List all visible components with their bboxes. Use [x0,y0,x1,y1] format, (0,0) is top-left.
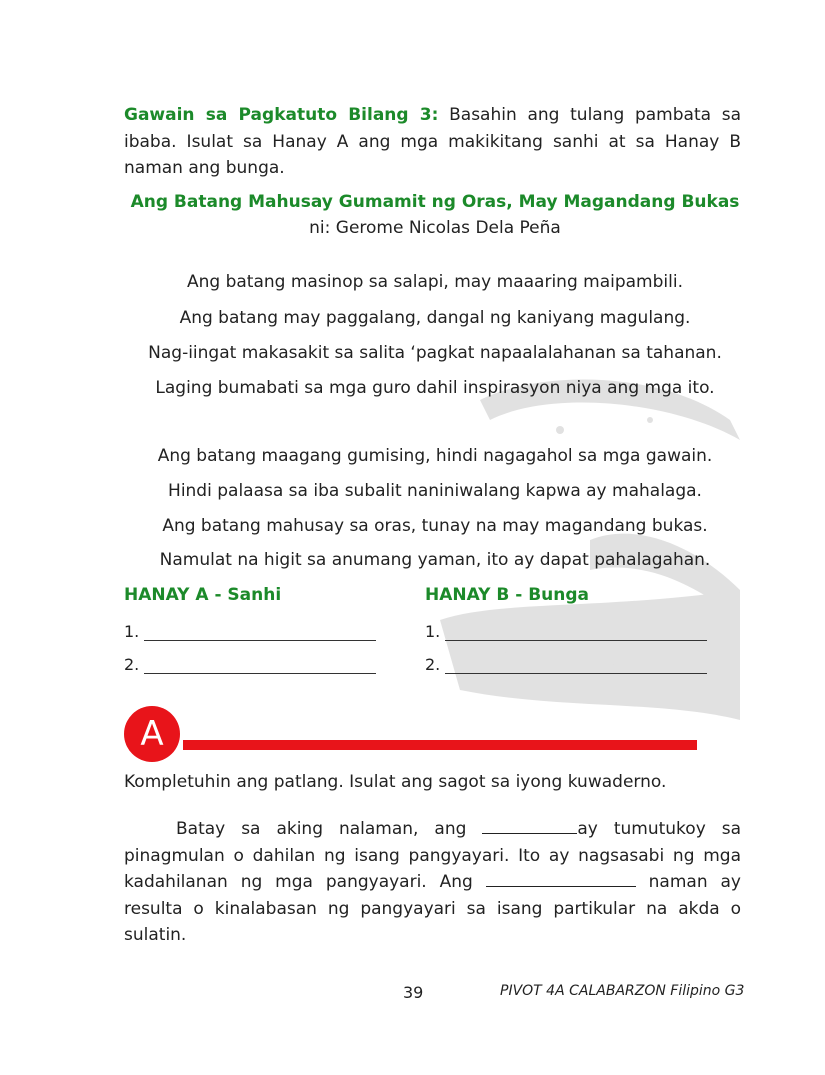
section-instruction: Kompletuhin ang patlang. Isulat ang sagot sa iyong kuwaderno. [124,772,667,792]
paragraph-part-2: ay tumutukoy sa pinagmulan o dahilan ng isang pangyayari. Ito ay nagsasabi ng mga kadahilanan ng mga pangyayari. Ang [124,819,741,892]
section-divider-bar [183,740,697,750]
answer-blank[interactable] [144,624,376,641]
answer-blank[interactable] [445,624,707,641]
column-a-title: HANAY A - Sanhi [124,585,282,605]
poem-title-text: Ang Batang Mahusay Gumamit ng Oras, May Magandang Bukas [130,192,740,212]
poem-line: Nag-iingat makasakit sa salita ‘pagkat napaalalahanan sa tahanan. [148,343,722,363]
poem-line: Ang batang masinop sa salapi, may maaaring maipambili. [187,272,683,292]
bunga-blank[interactable] [486,871,636,887]
activity-label: Gawain sa Pagkatuto Bilang 3: [124,105,439,125]
column-a-row-2 [124,655,376,674]
poem-line: Ang batang maagang gumising, hindi nagagahol sa mga gawain. [157,446,713,466]
poem-line: Namulat na higit sa anumang yaman, ito ay dapat pahalagahan. [159,550,711,570]
fill-in-paragraph [124,816,741,949]
sanhi-blank[interactable] [482,818,577,834]
paragraph-part-3: naman ay resulta o kinalabasan ng pangyayari sa isang partikular na akda o sulatin. [124,872,741,945]
poem-line: Ang batang mahusay sa oras, tunay na may magandang bukas. [162,516,708,536]
poem-line: Laging bumabati sa mga guro dahil inspirasyon niya ang mga ito. [155,378,715,398]
answer-blank[interactable] [144,657,376,674]
footer-tag: PIVOT 4A CALABARZON Filipino G3 [500,983,745,999]
row-number: 2. [425,655,441,674]
poem-line: Hindi palaasa sa iba subalit naniniwalang kapwa ay mahalaga. [168,481,702,501]
poem-line: Ang batang may paggalang, dangal ng kaniyang magulang. [179,308,691,328]
row-number: 2. [124,655,140,674]
column-b-row-2 [425,655,707,674]
poem-author: ni: Gerome Nicolas Dela Peña [309,218,561,238]
row-number: 1. [124,622,140,641]
column-a-row-1 [124,622,376,641]
section-badge: A [124,706,180,762]
row-number: 1. [425,622,441,641]
column-b-title: HANAY B - Bunga [425,585,590,605]
column-b-row-1 [425,622,707,641]
paragraph-part-1: Batay sa aking nalaman, ang [176,819,467,839]
answer-blank[interactable] [445,657,707,674]
poem-title [90,192,780,212]
activity-text: Basahin ang tulang pambata sa ibaba. Isulat sa Hanay A ang mga makikitang sanhi at sa Hanay B naman ang bunga. [124,105,742,178]
activity-instruction [124,102,741,182]
page-number: 39 [403,983,424,1002]
